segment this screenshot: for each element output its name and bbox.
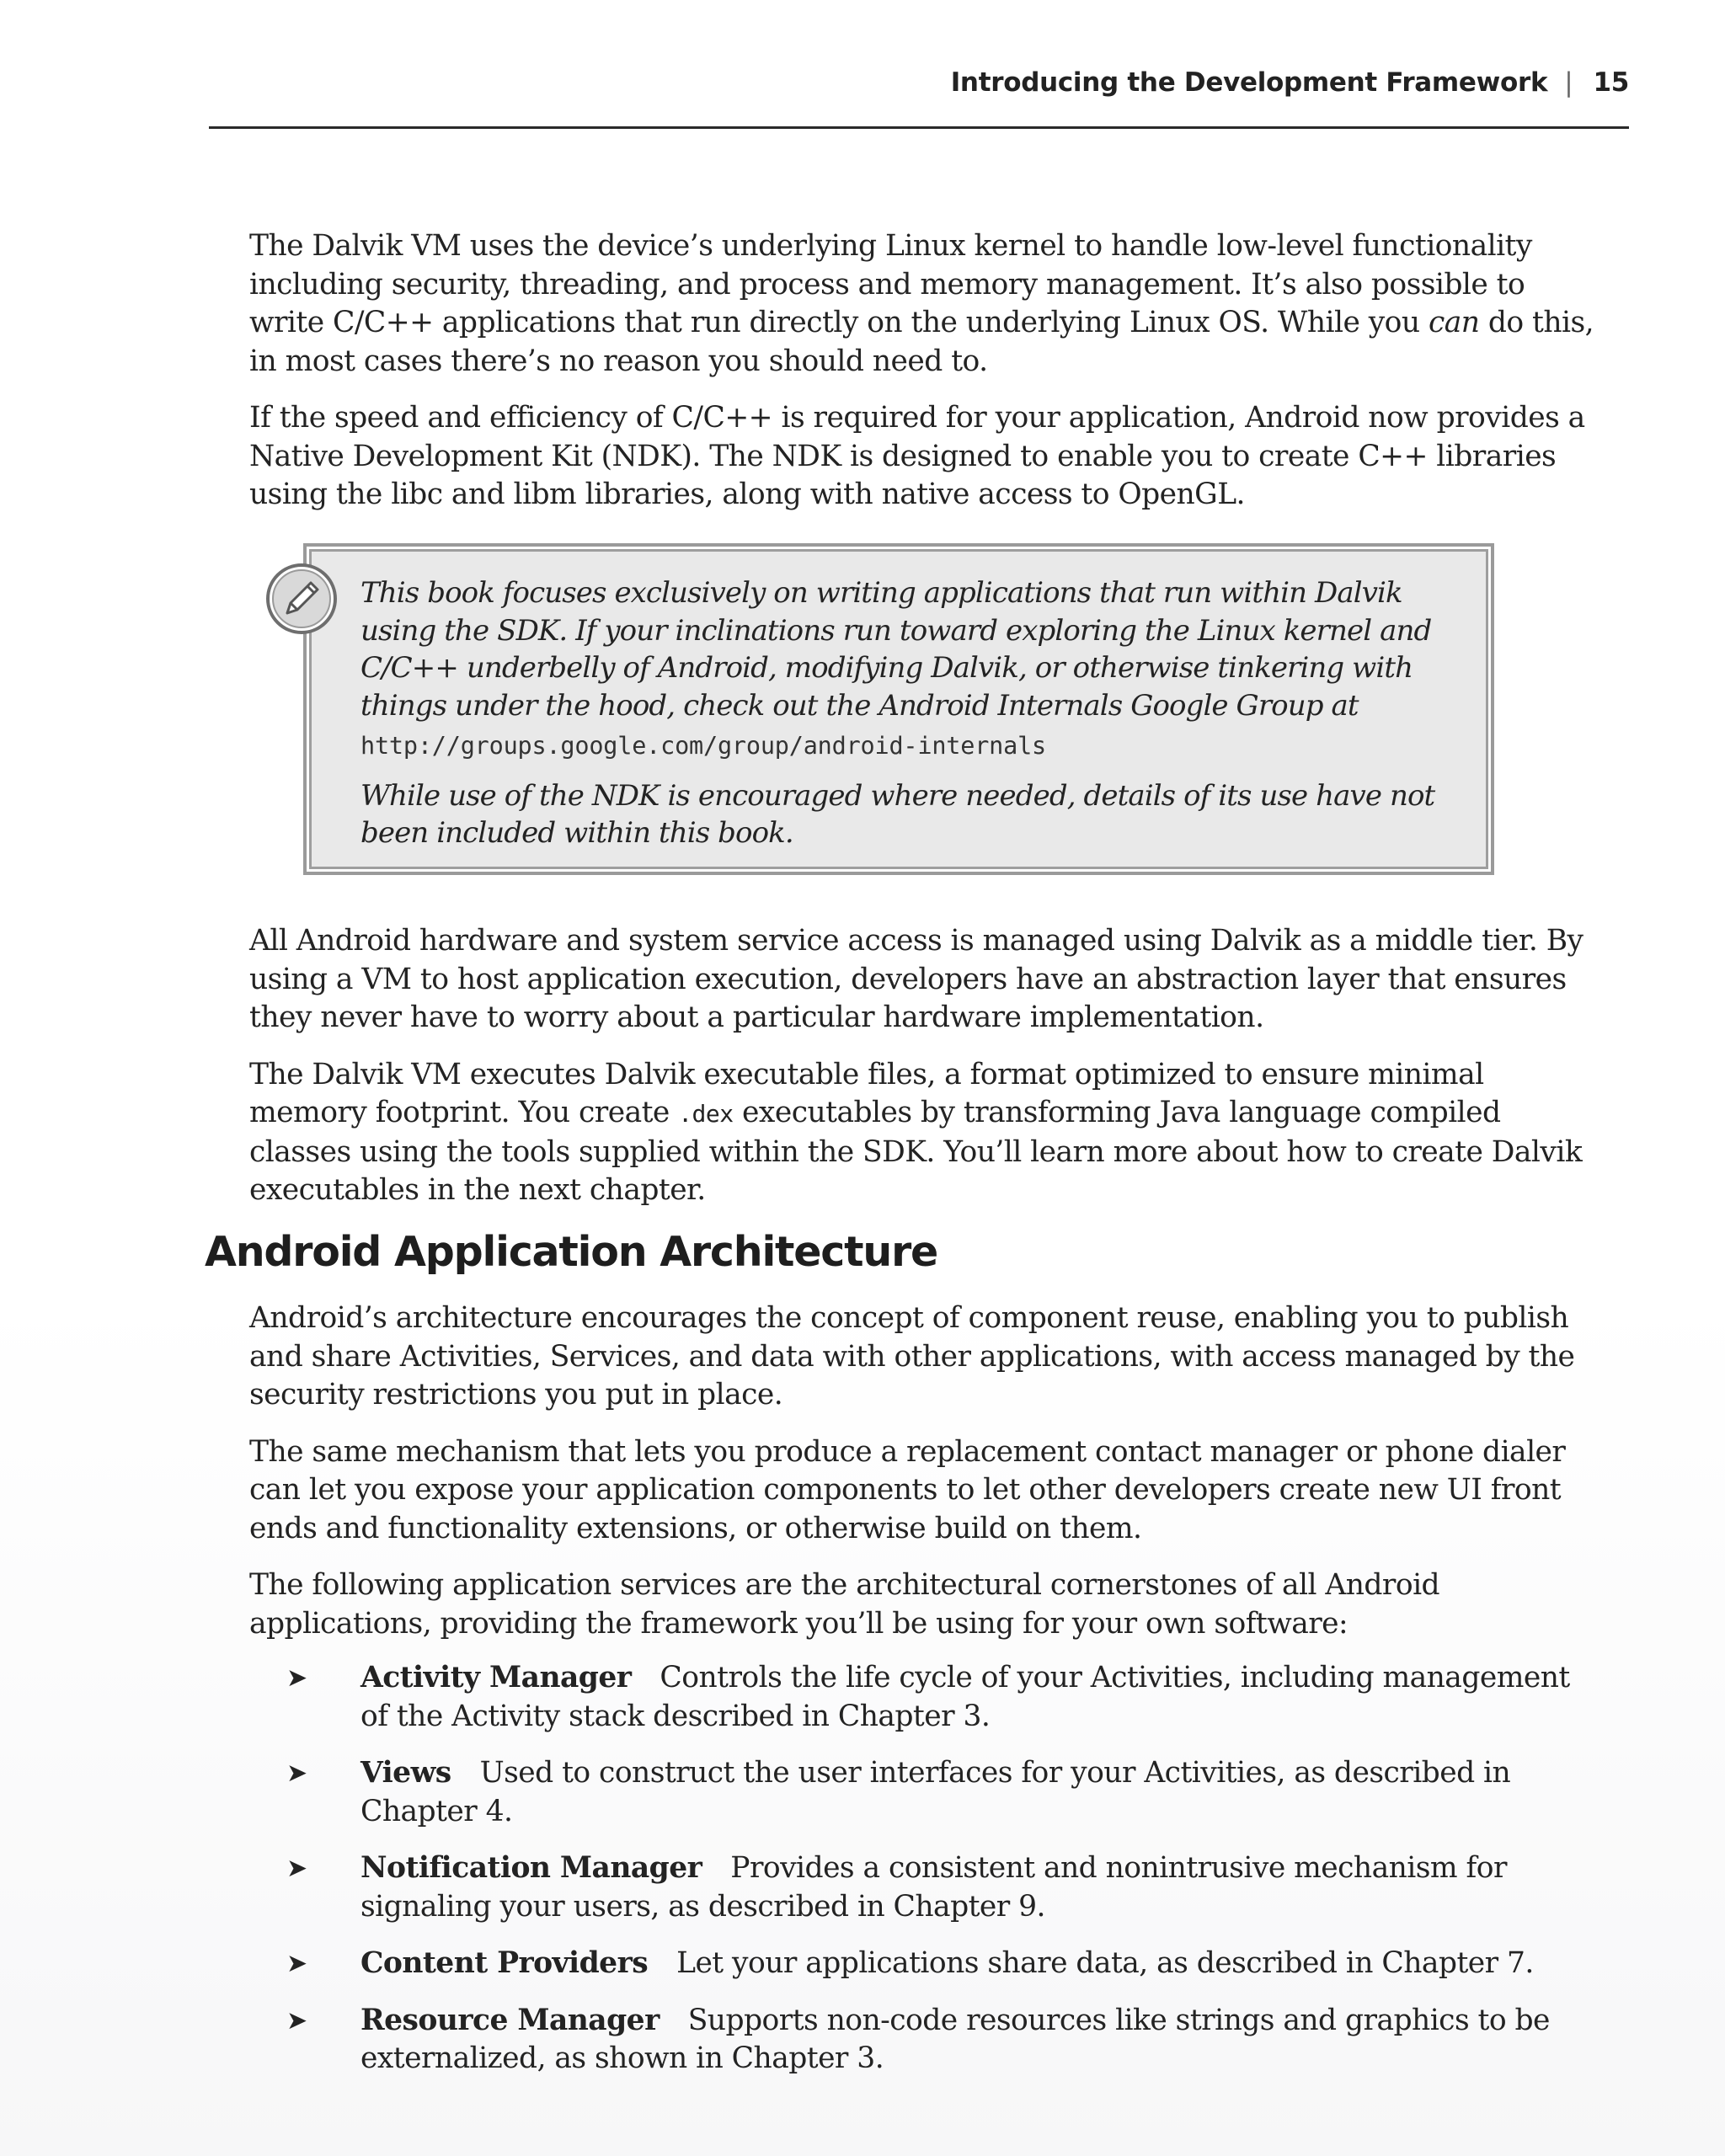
paragraph-text: The Dalvik VM executes Dalvik executable files, a format optimized to ensure minimal memory footprint. You create — [249, 1057, 1484, 1129]
paragraph-ndk: If the speed and efficiency of C/C++ is required for your application, Android now provides a Native Development Kit (NDK). The NDK is designed to enable you to create C++ libraries using the libc and libm libraries, along with native access to OpenGL. — [249, 401, 1585, 511]
list-item — [286, 2002, 1600, 2079]
bullet-description: Controls the life cycle of your Activities, including management of the Activity stack described in Chapter 3. — [360, 1661, 1570, 1733]
bullet-term: Views — [360, 1756, 451, 1790]
android-internals-url[interactable]: http://groups.google.com/group/android-internals — [360, 732, 1047, 760]
note-paragraph-ndk: While use of the NDK is encouraged where needed, details of its use have not been included within this book. — [360, 778, 1435, 850]
paragraph-dalvik-executables — [249, 1056, 1605, 1210]
bullet-term: Content Providers — [360, 1946, 649, 1980]
header-separator: | — [1564, 67, 1573, 98]
list-item — [286, 1754, 1600, 1831]
bullet-description: Provides a consistent and nonintrusive mechanism for signaling your users, as described in Chapter 9. — [360, 1851, 1507, 1924]
list-item — [286, 1849, 1600, 1926]
paragraph-mechanism: The same mechanism that lets you produce a replacement contact manager or phone dialer can let you expose your application components to let other developers create new UI front ends and functionality extensions, or otherwise build on them. — [249, 1434, 1566, 1545]
paragraph-application-services: The following application services are the architectural cornerstones of all Android applications, providing the framework you’ll be using for your own software: — [249, 1568, 1440, 1641]
section-heading: Android Application Architecture — [205, 1228, 938, 1276]
bullet-description: Used to construct the user interfaces for your Activities, as described in Chapter 4. — [360, 1756, 1511, 1828]
bullet-description: Let your applications share data, as described in Chapter 7. — [676, 1946, 1534, 1980]
list-item — [286, 1659, 1600, 1736]
note-content — [360, 574, 1481, 852]
arrow-bullet-icon: ➤ — [286, 1663, 307, 1693]
arrow-bullet-icon: ➤ — [286, 1758, 307, 1788]
running-header-text — [951, 67, 1629, 98]
paragraph-hardware-access: All Android hardware and system service access is managed using Dalvik as a middle tier. By using a VM to host application execution, developers have an abstraction layer that ensures they never have to worry about a particular hardware implementation. — [249, 924, 1583, 1034]
paragraph-text: The Dalvik VM uses the device’s underlying Linux kernel to handle low-level functionality including security, threading, and process and memory management. It’s also possible to write C/C++ applications that run directly on the underlying Linux OS. While you — [249, 229, 1532, 339]
paragraph-component-reuse: Android’s architecture encourages the concept of component reuse, enabling you to publish and share Activities, Services, and data with other applications, with access managed by the security restrictions you put in place. — [249, 1301, 1575, 1412]
paragraph-text: do this, in most cases there’s no reason you should need to. — [249, 306, 1594, 378]
arrow-bullet-icon: ➤ — [286, 1949, 307, 1978]
middle-paragraph-block — [249, 922, 1605, 1210]
note-paragraph: This book focuses exclusively on writing applications that run within Dalvik using the SDK. If your inclinations run toward exploring the Linux kernel and C/C++ underbelly of Android, modifying Dalvik, or otherwise tinkering with things under the hood, check out the Android Internals Google Group at — [360, 576, 1432, 723]
bullet-term: Activity Manager — [360, 1661, 632, 1694]
arrow-bullet-icon: ➤ — [286, 1854, 307, 1883]
bullet-term: Resource Manager — [360, 2003, 660, 2037]
section-paragraph-block — [249, 1299, 1605, 1643]
chapter-section-title: Introducing the Development Framework — [950, 67, 1548, 98]
intro-paragraph-block — [249, 227, 1605, 515]
pencil-icon — [264, 561, 339, 637]
bullet-term: Notification Manager — [360, 1851, 702, 1885]
list-item — [286, 1945, 1600, 1983]
emphasis-text: can — [1429, 306, 1480, 339]
paragraph-dalvik-linux — [249, 227, 1605, 381]
page-number: 15 — [1593, 67, 1629, 98]
bullet-description: Supports non-code resources like strings and graphics to be externalized, as shown in Chapter 3. — [360, 2003, 1550, 2075]
paragraph-text: executables by transforming Java language compiled classes using the tools supplied within the SDK. You’ll learn more about how to create Dalvik executables in the next chapter. — [249, 1096, 1583, 1207]
application-services-list — [286, 1659, 1600, 2097]
arrow-bullet-icon: ➤ — [286, 2005, 307, 2036]
code-dex: .dex — [678, 1100, 734, 1128]
running-header — [209, 61, 1629, 129]
